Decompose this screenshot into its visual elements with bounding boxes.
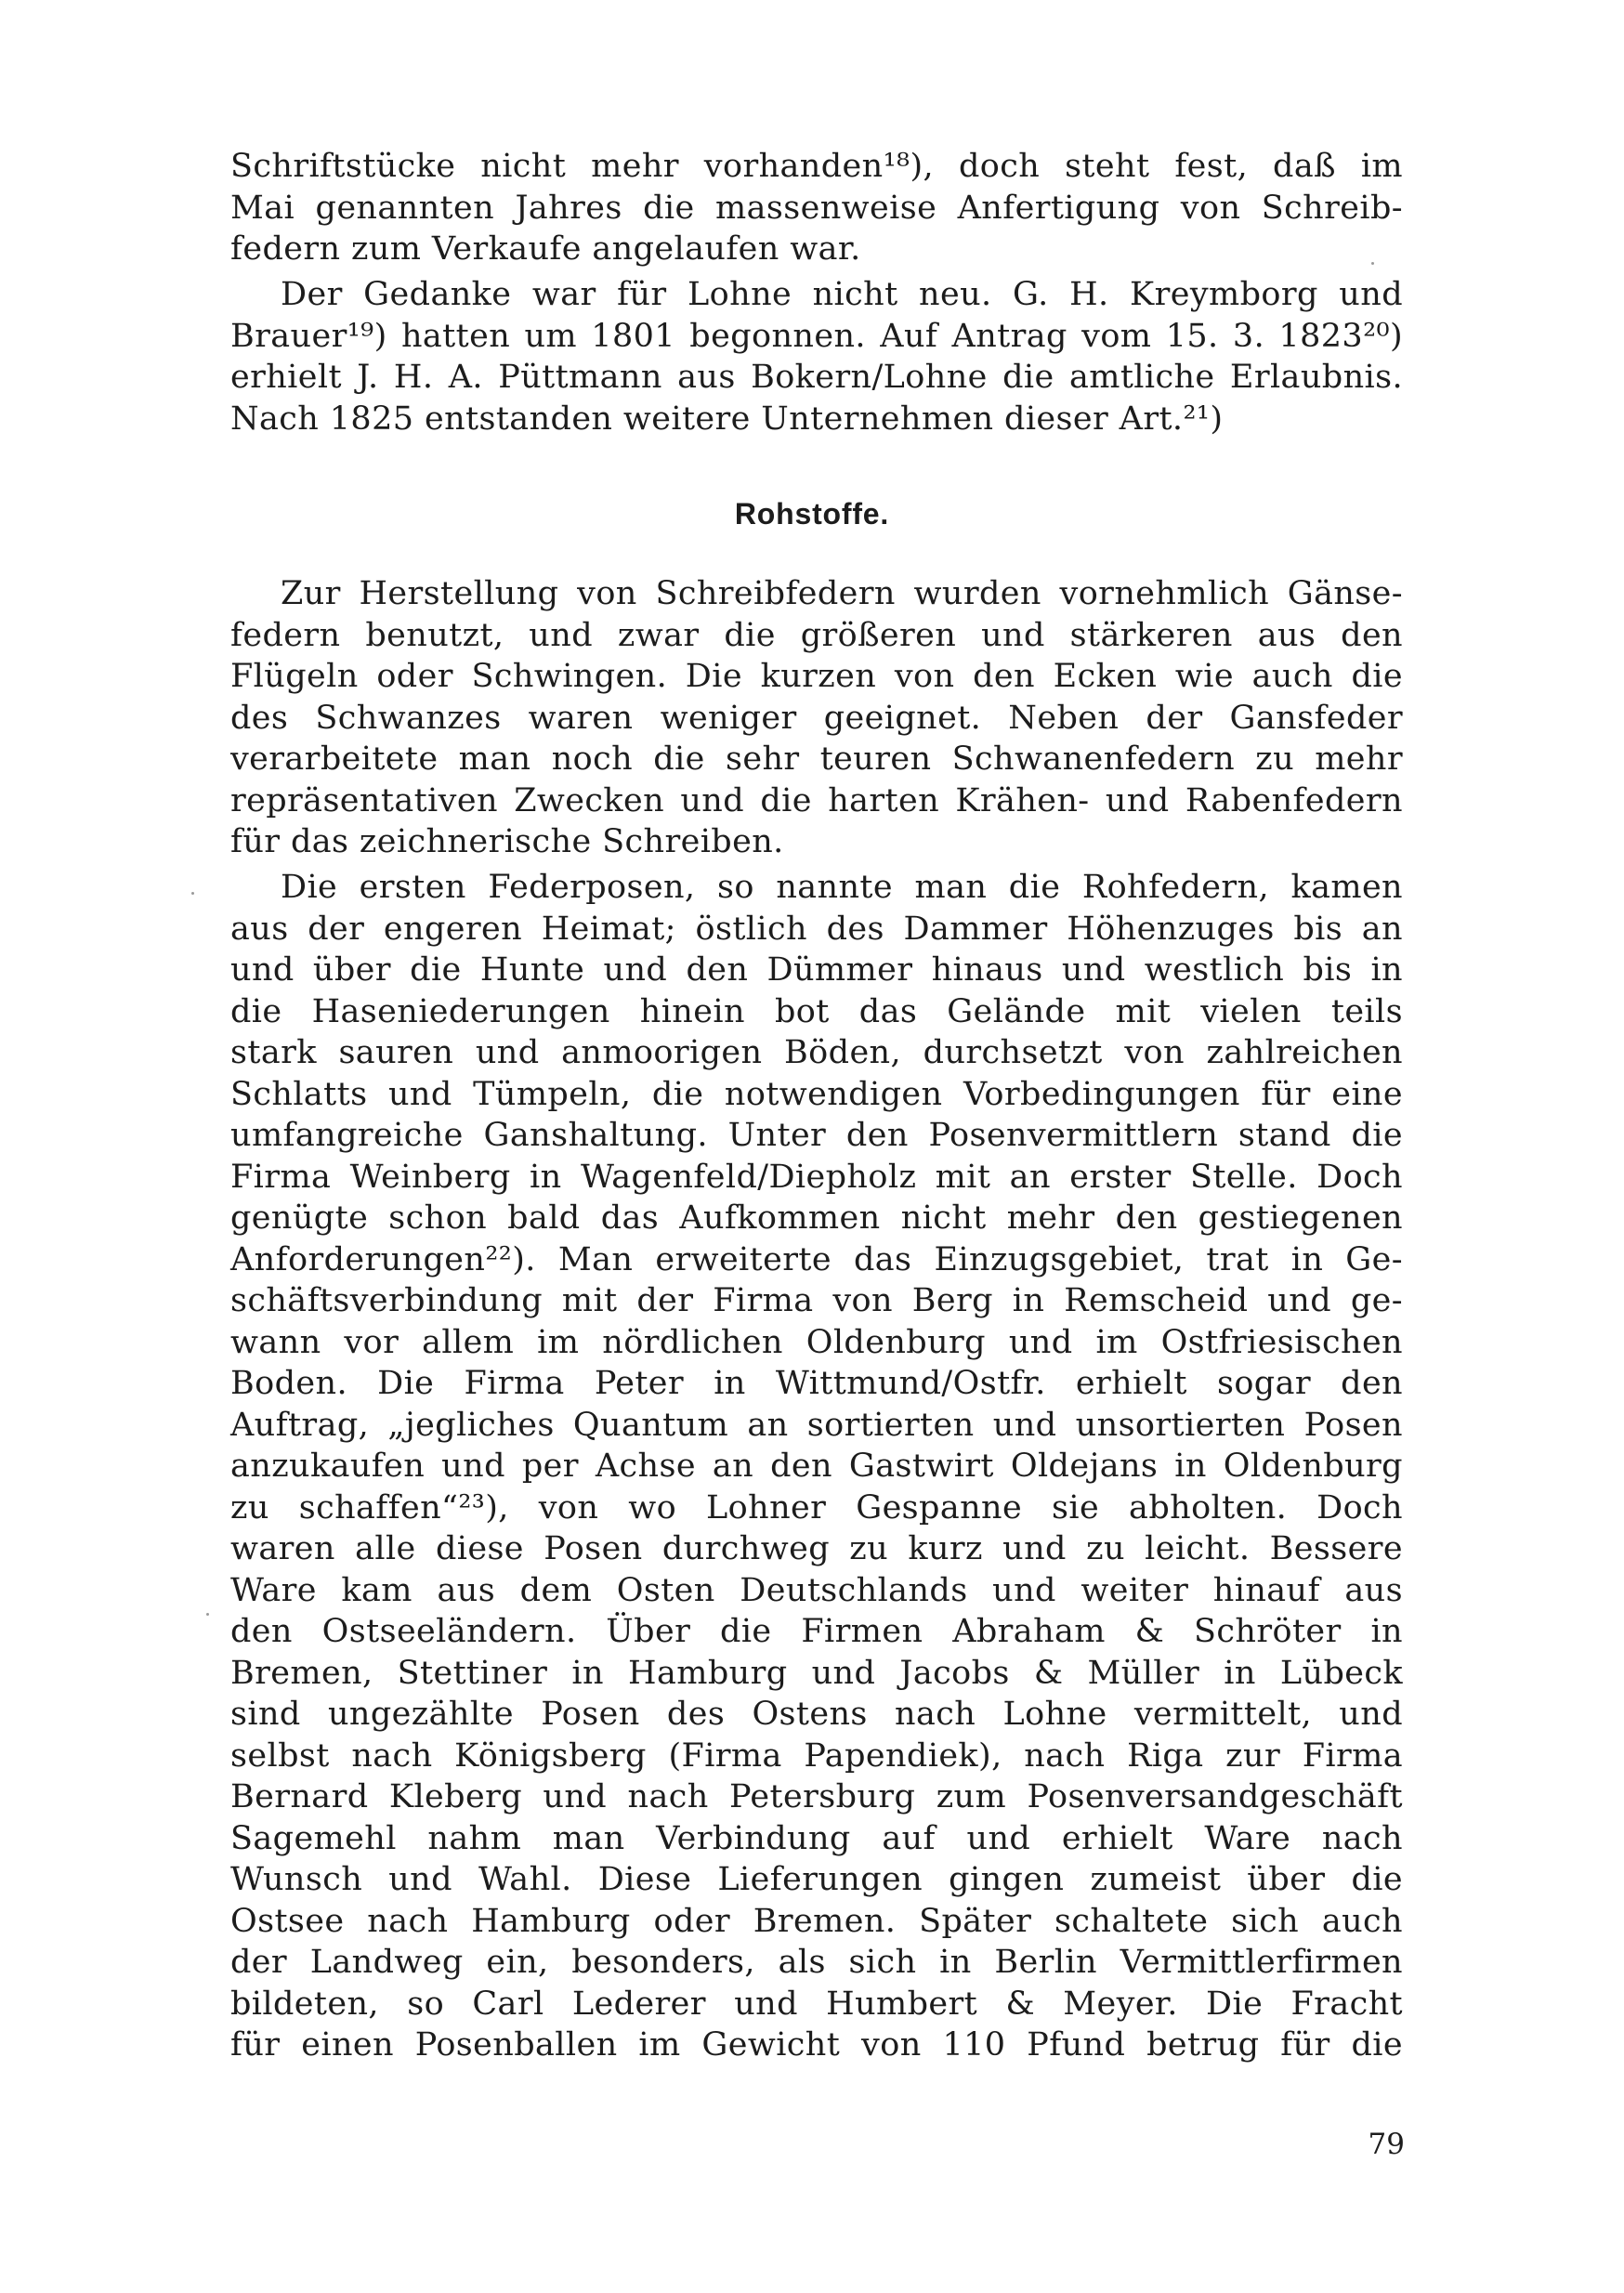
text-line: Zur Herstellung von Schreibfedern wurden vornehmlich Gänse- [281,575,1403,612]
text-line: Brauer¹⁹) hatten um 1801 begonnen. Auf Antrag vom 15. 3. 1823²⁰) [230,317,1403,355]
text-line: Anforderungen²²). Man erweiterte das Einzugsgebiet, trat in Ge- [230,1240,1403,1278]
text-line: waren alle diese Posen durchweg zu kurz und zu leicht. Bessere [230,1530,1403,1567]
text-line: den Ostseeländern. Über die Firmen Abraham & Schröter in [230,1613,1403,1650]
text-line: Mai genannten Jahres die massenweise Anfertigung von Schreib- [230,189,1403,227]
text-line: Schlatts und Tümpeln, die notwendigen Vorbedingungen für eine [230,1075,1403,1113]
text-line: Sagemehl nahm man Verbindung auf und erhielt Ware nach [230,1819,1403,1857]
scan-speck [191,892,194,895]
text-line: zu schaffen“²³), von wo Lohner Gespanne sie abholten. Doch [230,1488,1403,1526]
text-line: stark sauren und anmoorigen Böden, durchsetzt von zahlreichen [230,1034,1403,1071]
text-line: repräsentativen Zwecken und die harten Krähen- und Rabenfedern [230,781,1403,819]
scan-speck [1371,262,1374,265]
text-line: der Landweg ein, besonders, als sich in Berlin Vermittlerfirmen [230,1944,1403,1981]
text-line: bildeten, so Carl Lederer und Humbert & Meyer. Die Fracht [230,1985,1403,2023]
text-line: selbst nach Königsberg (Firma Papendiek), nach Riga zur Firma [230,1736,1403,1775]
section-heading: Rohstoffe. [734,497,890,531]
text-line: Boden. Die Firma Peter in Wittmund/Ostfr. erhielt sogar den [230,1365,1403,1402]
paragraph-federposen [230,867,1403,2066]
text-line: anzukaufen und per Achse an den Gastwirt Oldejans in Oldenburg [230,1448,1403,1485]
text-line: Bernard Kleberg und nach Petersburg zum Posenversandgeschäft [230,1778,1403,1815]
text-line: Firma Weinberg in Wagenfeld/Diepholz mit an erster Stelle. Doch [230,1158,1403,1196]
text-line: für einen Posenballen im Gewicht von 110 Pfund betrug für die [230,2026,1403,2064]
text-line: federn benutzt, und zwar die größeren und stärkeren aus den [230,616,1403,654]
paragraph-raw-materials [230,573,1403,863]
text-line: die Haseniederungen hinein bot das Gelände mit vielen teils [230,992,1403,1030]
text-line: und über die Hunte und den Dümmer hinaus und westlich bis in [230,951,1403,989]
scan-speck [206,1613,209,1616]
text-line: verarbeitete man noch die sehr teuren Schwanenfedern zu mehr [230,740,1403,778]
text-line: schäftsverbindung mit der Firma von Berg in Remscheid und ge- [230,1282,1403,1319]
text-line: Flügeln oder Schwingen. Die kurzen von den Ecken wie auch die [230,658,1403,695]
text-line: Auftrag, „jegliches Quantum an sortierten und unsortierten Posen [230,1406,1403,1444]
text-line: wann vor allem im nördlichen Oldenburg und im Ostfriesischen [230,1323,1403,1361]
text-line: sind ungezählte Posen des Ostens nach Lohne vermittelt, und [230,1696,1403,1733]
text-line: genügte schon bald das Aufkommen nicht mehr den gestiegenen [230,1199,1403,1237]
text-line: Ostsee nach Hamburg oder Bremen. Später schaltete sich auch [230,1902,1403,1940]
text-line: Wunsch und Wahl. Diese Lieferungen gingen zumeist über die [230,1861,1403,1898]
text-line: Bremen, Stettiner in Hamburg und Jacobs & Müller in Lübeck [230,1654,1403,1692]
paragraph-history [230,274,1403,439]
text-line: federn zum Verkaufe angelaufen war. [230,230,861,268]
paragraph-continuation [230,146,1403,270]
text-line: umfangreiche Ganshaltung. Unter den Posenvermittlern stand die [230,1117,1403,1154]
text-line: Ware kam aus dem Osten Deutschlands und weiter hinauf aus [230,1571,1403,1609]
page-number: 79 [1368,2128,1405,2161]
text-line: erhielt J. H. A. Püttmann aus Bokern/Lohne die amtliche Erlaubnis. [230,359,1403,396]
text-line: Nach 1825 entstanden weitere Unternehmen dieser Art.²¹) [230,400,1224,438]
text-line: Schriftstücke nicht mehr vorhanden¹⁸), doch steht fest, daß im [230,148,1403,185]
text-line: des Schwanzes waren weniger geeignet. Neben der Gansfeder [230,699,1403,737]
text-line: aus der engeren Heimat; östlich des Dammer Höhenzuges bis an [230,910,1403,948]
text-line: Der Gedanke war für Lohne nicht neu. G. H. Kreymborg und [281,276,1403,313]
text-line: für das zeichnerische Schreiben. [230,823,784,860]
text-line: Die ersten Federposen, so nannte man die Rohfedern, kamen [281,869,1403,906]
